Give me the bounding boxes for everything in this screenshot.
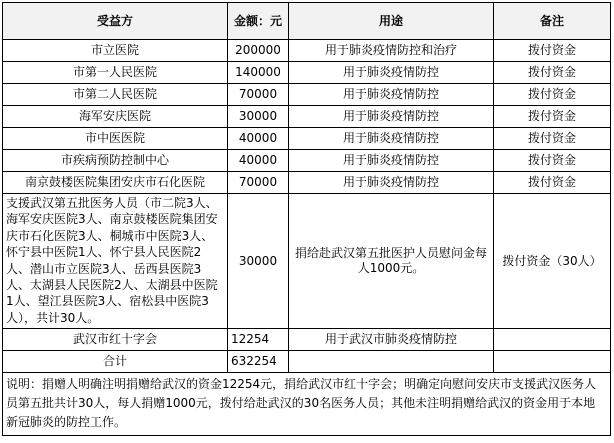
donation-table: [2, 2, 611, 436]
remark-cell: 拨付资金（30人）: [494, 194, 611, 329]
total-amount: 632254: [228, 351, 289, 373]
beneficiary-cell: 海军安庆医院: [3, 106, 228, 128]
remark-cell: 拨付资金: [494, 62, 611, 84]
table-row: [3, 62, 611, 84]
amount-cell: 30000: [228, 194, 289, 329]
note-text: 说明：捐赠人明确注明捐赠给武汉的资金12254元，捐给武汉市红十字会；明确定向慰问安庆市支援武汉医务人员第五批共计30人，每人捐赠1000元，拨付给赴武汉的30名医务人员；其他未注明捐赠给武汉的资金用于本地新冠肺炎的防控工作。: [3, 373, 611, 436]
amount-cell: 200000: [228, 40, 289, 62]
usage-cell: 用于肺炎疫情防控: [289, 84, 494, 106]
total-label: 合计: [3, 351, 228, 373]
header-remark: 备注: [494, 3, 611, 40]
amount-cell: 12254: [228, 329, 289, 351]
usage-cell: 用于肺炎疫情防控: [289, 172, 494, 194]
beneficiary-cell: 南京鼓楼医院集团安庆市石化医院: [3, 172, 228, 194]
note-row: [3, 373, 611, 436]
red-cross-row: [3, 329, 611, 351]
beneficiary-cell: 市疾病预防控制中心: [3, 150, 228, 172]
remark-cell: 拨付资金: [494, 172, 611, 194]
remark-cell: [494, 329, 611, 351]
beneficiary-cell: 支援武汉第五批医务人员（市二院3人、海军安庆医院3人、南京鼓楼医院集团安庆市石化医院3人、桐城市中医院3人、怀宁县中医院1人、怀宁县人民医院2人、潜山市立医院3人、岳西县医院3人、太湖县人民医院2人、太湖县中医院1人、望江县医院3人、宿松县中医院3人），共计30人。: [3, 194, 228, 329]
usage-cell: 用于武汉市肺炎疫情防控: [289, 329, 494, 351]
usage-cell: 捐给赴武汉第五批医护人员慰问金每人1000元。: [289, 194, 494, 329]
amount-cell: 70000: [228, 172, 289, 194]
header-beneficiary: 受益方: [3, 3, 228, 40]
usage-cell: 用于肺炎疫情防控: [289, 150, 494, 172]
beneficiary-cell: 市中医医院: [3, 128, 228, 150]
table-row: [3, 40, 611, 62]
usage-cell: 用于肺炎疫情防控: [289, 106, 494, 128]
beneficiary-cell: 市第一人民医院: [3, 62, 228, 84]
wuhan-support-row: [3, 194, 611, 329]
amount-cell: 40000: [228, 128, 289, 150]
beneficiary-cell: 市第二人民医院: [3, 84, 228, 106]
usage-cell: 用于肺炎疫情防控: [289, 128, 494, 150]
amount-cell: 30000: [228, 106, 289, 128]
remark-cell: 拨付资金: [494, 40, 611, 62]
remark-cell: 拨付资金: [494, 150, 611, 172]
empty-cell: [494, 351, 611, 373]
remark-cell: 拨付资金: [494, 106, 611, 128]
header-usage: 用途: [289, 3, 494, 40]
table-row: [3, 106, 611, 128]
header-amount: 金额：元: [228, 3, 289, 40]
remark-cell: 拨付资金: [494, 128, 611, 150]
beneficiary-cell: 武汉市红十字会: [3, 329, 228, 351]
amount-cell: 70000: [228, 84, 289, 106]
beneficiary-cell: 市立医院: [3, 40, 228, 62]
table-row: [3, 172, 611, 194]
usage-cell: 用于肺炎疫情防控: [289, 62, 494, 84]
header-row: [3, 3, 611, 40]
empty-cell: [289, 351, 494, 373]
total-row: [3, 351, 611, 373]
remark-cell: 拨付资金: [494, 84, 611, 106]
table-row: [3, 128, 611, 150]
amount-cell: 40000: [228, 150, 289, 172]
usage-cell: 用于肺炎疫情防控和治疗: [289, 40, 494, 62]
table-row: [3, 84, 611, 106]
amount-cell: 140000: [228, 62, 289, 84]
table-row: [3, 150, 611, 172]
